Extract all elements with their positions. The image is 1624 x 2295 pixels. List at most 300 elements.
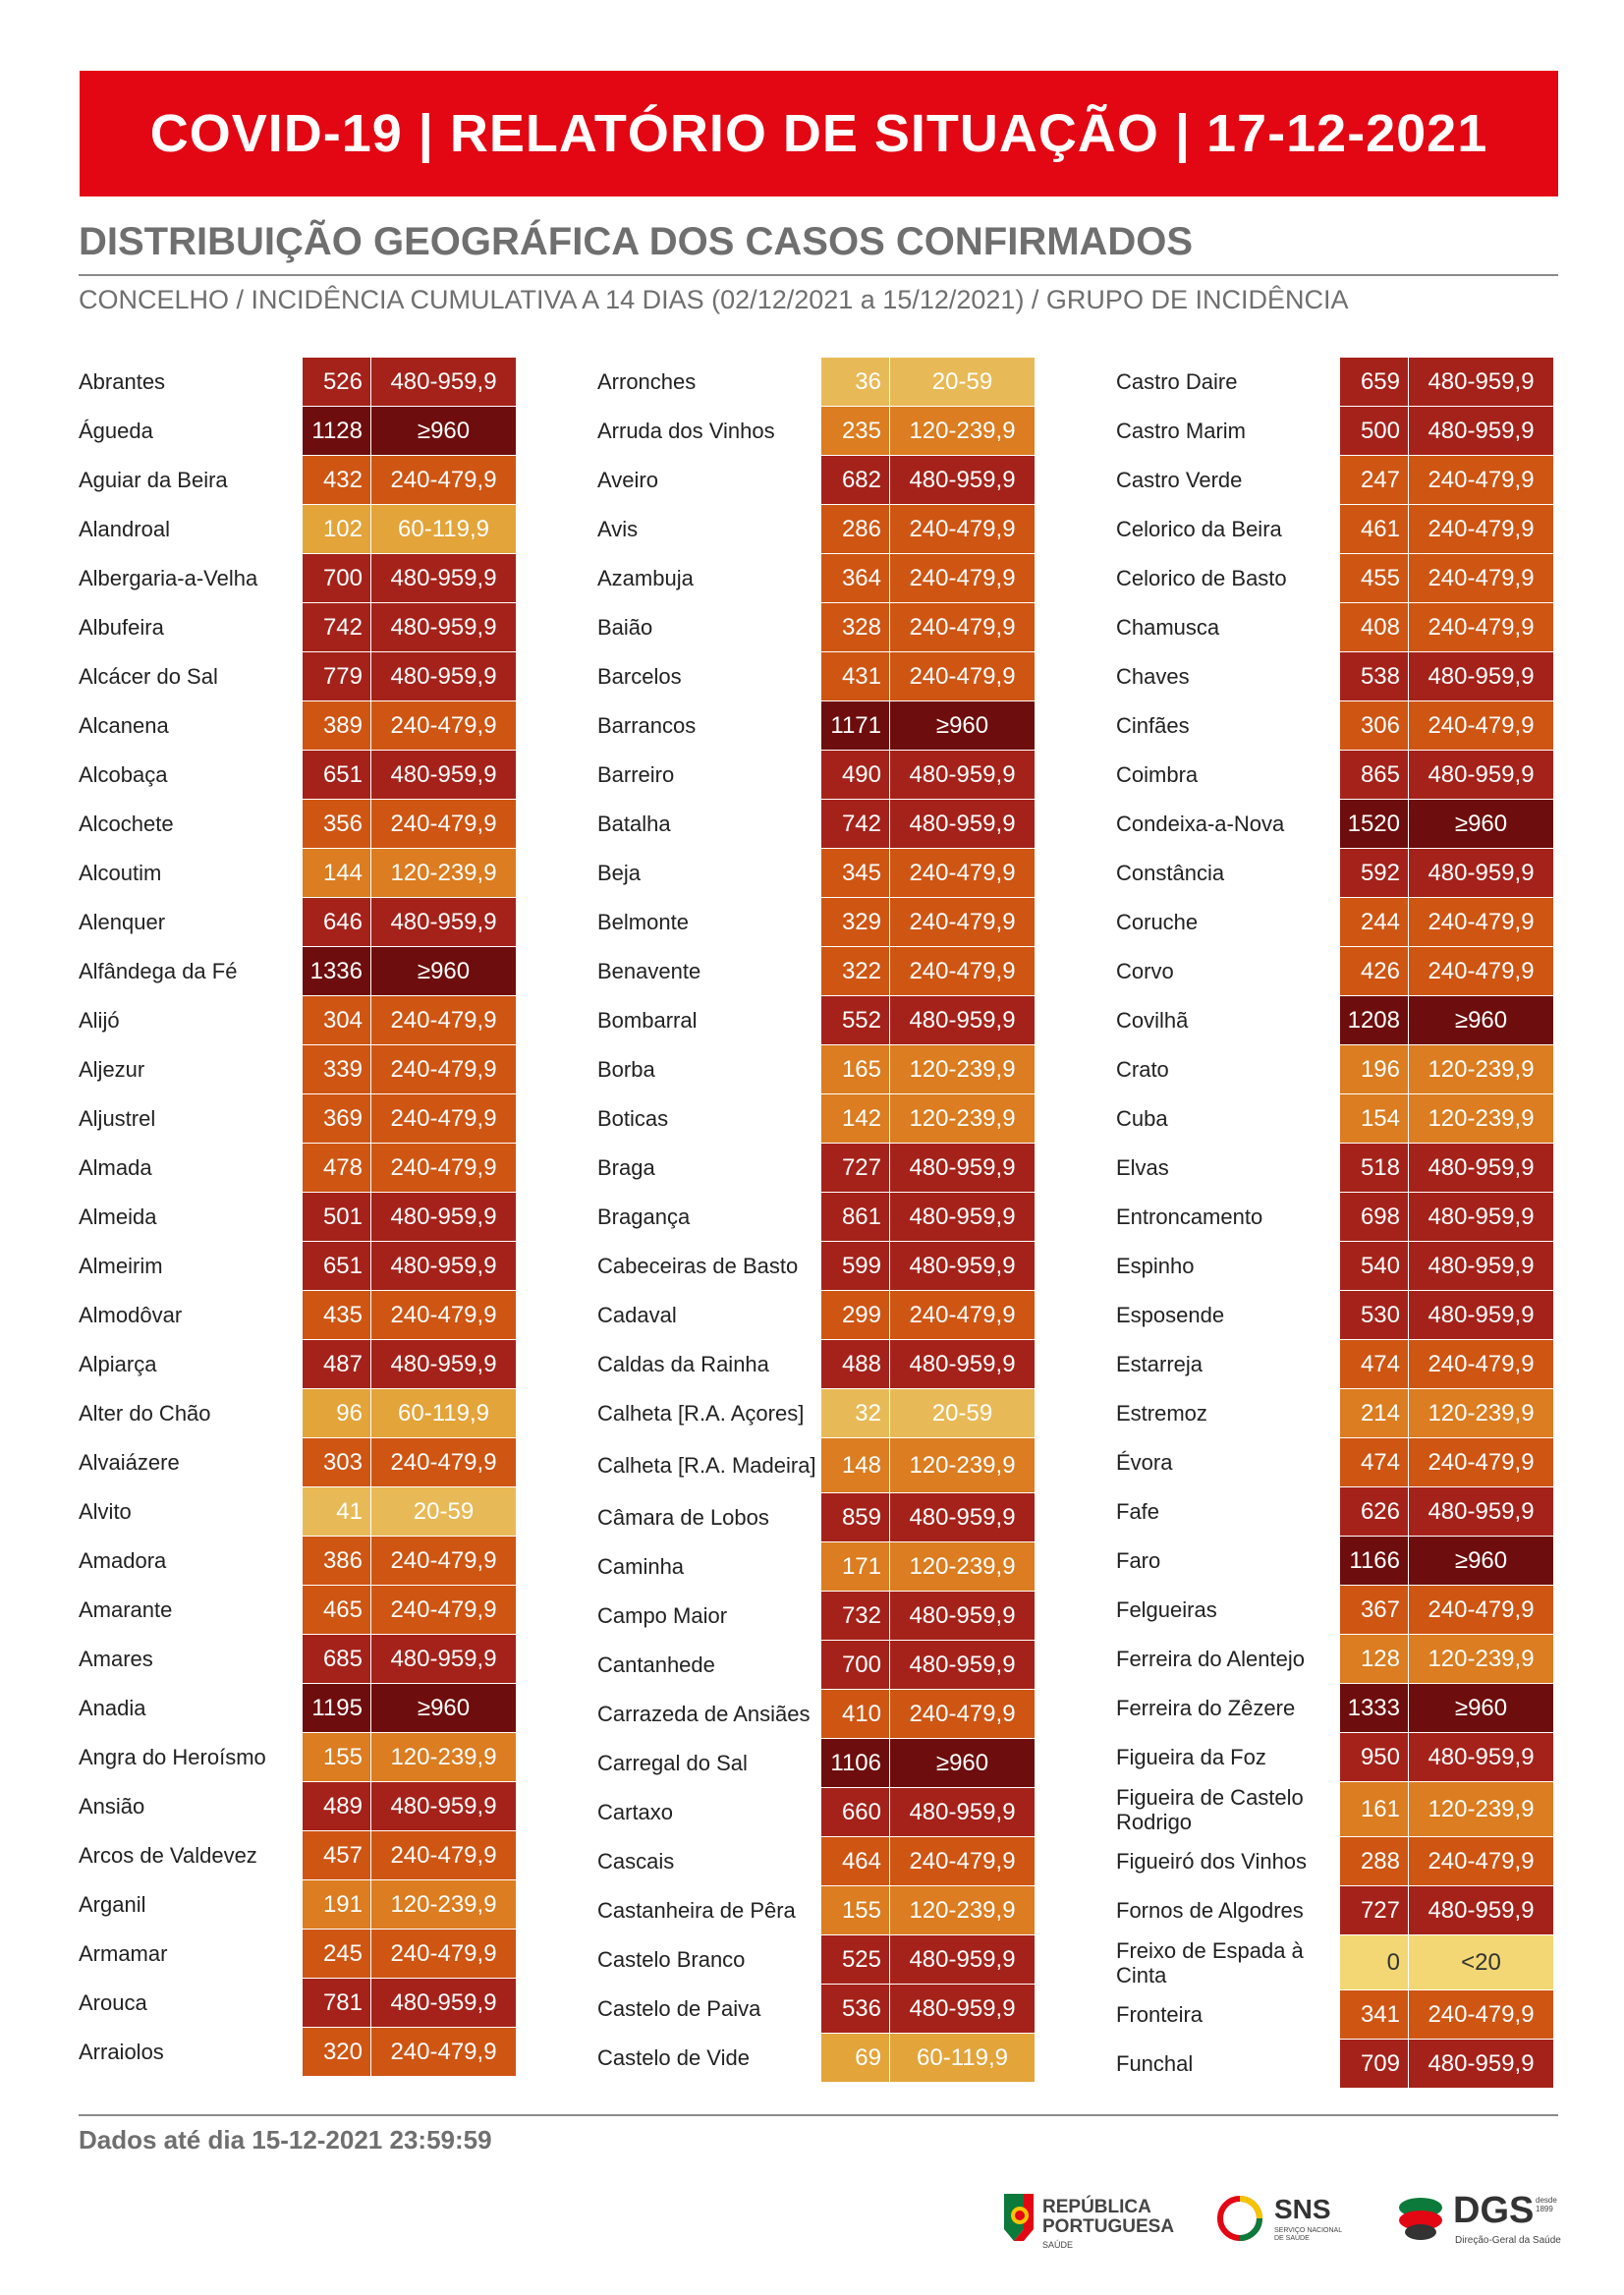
table-row	[79, 1979, 520, 2028]
table-row	[79, 358, 520, 407]
incidence-value: 599	[821, 1242, 889, 1291]
table-row	[597, 456, 1038, 505]
incidence-group: 480-959,9	[889, 1985, 1035, 2034]
municipality-name: Cabeceiras de Basto	[597, 1254, 799, 1279]
incidence-value: 682	[821, 456, 889, 505]
table-row	[1116, 1438, 1557, 1487]
republica-portuguesa-logo	[1000, 2190, 1037, 2247]
table-row	[597, 652, 1038, 701]
table-row	[597, 1542, 1038, 1592]
incidence-value: 1208	[1340, 996, 1408, 1045]
table-row	[79, 1094, 520, 1144]
incidence-value: 727	[1340, 1886, 1408, 1935]
incidence-value: 1520	[1340, 800, 1408, 849]
municipality-name: Batalha	[597, 812, 671, 837]
municipality-name: Alenquer	[79, 910, 166, 935]
municipality-name: Castelo de Vide	[597, 2045, 750, 2071]
incidence-value: 742	[303, 603, 370, 652]
table-row	[79, 1635, 520, 1684]
republica-portuguesa-subtext: SAÚDE	[1042, 2240, 1074, 2250]
table-row	[79, 1831, 520, 1880]
municipality-name: Águeda	[79, 419, 153, 444]
table-row	[1116, 1340, 1557, 1389]
incidence-value: 154	[1340, 1094, 1408, 1144]
municipality-name: Angra do Heroísmo	[79, 1745, 266, 1770]
municipality-name: Aveiro	[597, 468, 658, 493]
incidence-value: 36	[821, 358, 889, 407]
table-row	[1116, 751, 1557, 800]
report-title: COVID-19 | RELATÓRIO DE SITUAÇÃO | 17-12-2021	[149, 104, 1488, 163]
dgs-logo	[1395, 2194, 1446, 2243]
incidence-value: 196	[1340, 1045, 1408, 1094]
municipality-name: Abrantes	[79, 369, 166, 395]
incidence-value: 488	[821, 1340, 889, 1389]
table-row	[79, 505, 520, 554]
municipality-name: Cuba	[1116, 1106, 1168, 1132]
incidence-group: 120-239,9	[370, 1880, 516, 1930]
incidence-group: 240-479,9	[1408, 1837, 1553, 1886]
table-row	[79, 1782, 520, 1831]
incidence-value: 345	[821, 849, 889, 898]
table-row	[79, 849, 520, 898]
table-row	[597, 1144, 1038, 1193]
incidence-group: 480-959,9	[889, 1788, 1035, 1837]
table-row	[1116, 1837, 1557, 1886]
incidence-group: 60-119,9	[889, 2034, 1035, 2083]
table-row	[79, 701, 520, 751]
incidence-value: 490	[821, 751, 889, 800]
table-row	[1116, 1193, 1557, 1242]
table-row	[1116, 1684, 1557, 1733]
municipality-name: Campo Maior	[597, 1603, 728, 1629]
municipality-name: Braga	[597, 1155, 655, 1181]
municipality-name: Celorico de Basto	[1116, 566, 1287, 591]
incidence-value: 1128	[303, 407, 370, 456]
municipality-name: Arruda dos Vinhos	[597, 419, 775, 444]
table-row	[597, 1641, 1038, 1690]
table-row	[1116, 1242, 1557, 1291]
municipality-name: Fafe	[1116, 1499, 1160, 1525]
incidence-group: 240-479,9	[370, 1144, 516, 1193]
municipality-name: Chaves	[1116, 664, 1190, 690]
municipality-name: Cascais	[597, 1849, 675, 1875]
incidence-group: 240-479,9	[1408, 603, 1553, 652]
municipality-name: Cadaval	[597, 1303, 677, 1328]
municipality-name: Aguiar da Beira	[79, 468, 228, 493]
incidence-group: 480-959,9	[889, 1340, 1035, 1389]
incidence-value: 304	[303, 996, 370, 1045]
table-row	[597, 1690, 1038, 1739]
incidence-group: ≥960	[1408, 1537, 1553, 1586]
municipality-name: Arganil	[79, 1892, 146, 1918]
incidence-group: ≥960	[889, 701, 1035, 751]
incidence-group: 480-959,9	[1408, 358, 1553, 407]
municipality-name: Alpiarça	[79, 1352, 157, 1377]
incidence-group: 480-959,9	[889, 1193, 1035, 1242]
title-divider	[79, 274, 1558, 276]
incidence-group: 240-479,9	[370, 1831, 516, 1880]
incidence-value: 859	[821, 1493, 889, 1542]
table-row	[79, 1242, 520, 1291]
incidence-value: 41	[303, 1487, 370, 1537]
dgs-text: DGS	[1453, 2190, 1535, 2231]
incidence-value: 651	[303, 751, 370, 800]
incidence-value: 320	[303, 2028, 370, 2077]
table-row	[1116, 701, 1557, 751]
incidence-value: 742	[821, 800, 889, 849]
incidence-value: 386	[303, 1537, 370, 1586]
incidence-group: 60-119,9	[370, 1389, 516, 1438]
municipality-name: Ferreira do Alentejo	[1116, 1647, 1305, 1672]
table-row	[1116, 603, 1557, 652]
municipality-name: Amadora	[79, 1548, 167, 1574]
municipality-name: Condeixa-a-Nova	[1116, 812, 1285, 837]
incidence-value: 950	[1340, 1733, 1408, 1782]
incidence-group: 480-959,9	[370, 603, 516, 652]
table-row	[79, 1438, 520, 1487]
table-row	[1116, 800, 1557, 849]
table-row	[597, 1193, 1038, 1242]
municipality-name: Arcos de Valdevez	[79, 1843, 257, 1869]
municipality-name: Funchal	[1116, 2051, 1194, 2077]
incidence-value: 432	[303, 456, 370, 505]
table-row	[1116, 1935, 1557, 1990]
incidence-value: 1336	[303, 947, 370, 996]
municipality-name: Alcobaça	[79, 762, 168, 788]
table-row	[597, 1438, 1038, 1493]
incidence-value: 552	[821, 996, 889, 1045]
table-row	[1116, 1782, 1557, 1837]
table-row	[1116, 1094, 1557, 1144]
municipality-name: Alcochete	[79, 812, 174, 837]
incidence-value: 322	[821, 947, 889, 996]
incidence-value: 1166	[1340, 1537, 1408, 1586]
incidence-group: 240-479,9	[889, 1837, 1035, 1886]
municipality-name: Almeirim	[79, 1254, 163, 1279]
incidence-group: 480-959,9	[370, 1635, 516, 1684]
dgs-since: desde 1899	[1536, 2196, 1557, 2213]
municipality-name: Amares	[79, 1647, 153, 1672]
table-row	[79, 1389, 520, 1438]
table-row	[79, 407, 520, 456]
municipality-name: Azambuja	[597, 566, 694, 591]
incidence-group: 480-959,9	[889, 1641, 1035, 1690]
incidence-group: 240-479,9	[1408, 554, 1553, 603]
municipality-column-1	[79, 358, 520, 2077]
incidence-group: 240-479,9	[889, 849, 1035, 898]
incidence-value: 1333	[1340, 1684, 1408, 1733]
municipality-name: Calheta [R.A. Madeira]	[597, 1453, 816, 1479]
incidence-value: 367	[1340, 1586, 1408, 1635]
incidence-group: 240-479,9	[370, 2028, 516, 2077]
incidence-group: 240-479,9	[889, 1291, 1035, 1340]
municipality-name: Almada	[79, 1155, 152, 1181]
incidence-group: 480-959,9	[889, 996, 1035, 1045]
municipality-name: Arraiolos	[79, 2040, 164, 2065]
municipality-name: Figueira de Castelo Rodrigo	[1116, 1784, 1304, 1834]
incidence-value: 1106	[821, 1739, 889, 1788]
municipality-name: Crato	[1116, 1057, 1169, 1083]
table-row	[597, 1739, 1038, 1788]
incidence-value: 538	[1340, 652, 1408, 701]
table-row	[597, 1389, 1038, 1438]
incidence-group: 480-959,9	[370, 898, 516, 947]
incidence-group: 480-959,9	[370, 1340, 516, 1389]
incidence-value: 455	[1340, 554, 1408, 603]
table-row	[597, 898, 1038, 947]
incidence-value: 659	[1340, 358, 1408, 407]
municipality-name: Belmonte	[597, 910, 689, 935]
incidence-group: 480-959,9	[889, 800, 1035, 849]
table-row	[1116, 1045, 1557, 1094]
municipality-name: Alijó	[79, 1008, 120, 1034]
incidence-value: 32	[821, 1389, 889, 1438]
incidence-group: 480-959,9	[889, 1242, 1035, 1291]
incidence-group: 240-479,9	[370, 1586, 516, 1635]
municipality-name: Coruche	[1116, 910, 1199, 935]
municipality-name: Fronteira	[1116, 2002, 1204, 2028]
table-row	[1116, 1291, 1557, 1340]
municipality-name: Carrazeda de Ansiães	[597, 1702, 811, 1727]
sns-logo	[1215, 2194, 1264, 2243]
incidence-value: 286	[821, 505, 889, 554]
incidence-group: 120-239,9	[889, 1542, 1035, 1592]
table-row	[1116, 1537, 1557, 1586]
municipality-name: Estremoz	[1116, 1401, 1207, 1427]
section-subtitle: CONCELHO / INCIDÊNCIA CUMULATIVA A 14 DIAS (02/12/2021 a 15/12/2021) / GRUPO DE INCIDÊNCIA	[79, 285, 1349, 314]
incidence-group: 240-479,9	[1408, 1586, 1553, 1635]
table-row	[597, 849, 1038, 898]
incidence-value: 626	[1340, 1487, 1408, 1537]
incidence-value: 709	[1340, 2040, 1408, 2089]
incidence-value: 732	[821, 1592, 889, 1641]
table-row	[79, 652, 520, 701]
incidence-group: 480-959,9	[1408, 1242, 1553, 1291]
table-row	[1116, 1733, 1557, 1782]
municipality-name: Celorico da Beira	[1116, 517, 1282, 542]
municipality-name: Freixo de Espada à Cinta	[1116, 1937, 1304, 1987]
incidence-group: 20-59	[370, 1487, 516, 1537]
incidence-group: 480-959,9	[889, 1935, 1035, 1985]
incidence-value: 389	[303, 701, 370, 751]
table-row	[79, 1930, 520, 1979]
municipality-name: Elvas	[1116, 1155, 1169, 1181]
incidence-value: 364	[821, 554, 889, 603]
table-row	[1116, 652, 1557, 701]
incidence-value: 698	[1340, 1193, 1408, 1242]
incidence-group: 240-479,9	[1408, 456, 1553, 505]
municipality-name: Barcelos	[597, 664, 682, 690]
incidence-value: 356	[303, 800, 370, 849]
incidence-group: 480-959,9	[370, 652, 516, 701]
municipality-name: Espinho	[1116, 1254, 1195, 1279]
table-row	[79, 1537, 520, 1586]
table-row	[79, 1733, 520, 1782]
incidence-value: 408	[1340, 603, 1408, 652]
incidence-group: 120-239,9	[889, 407, 1035, 456]
report-title-banner	[80, 71, 1558, 196]
table-row	[79, 1684, 520, 1733]
table-row	[597, 1242, 1038, 1291]
table-row	[1116, 849, 1557, 898]
incidence-value: 144	[303, 849, 370, 898]
incidence-value: 303	[303, 1438, 370, 1487]
incidence-group: 120-239,9	[1408, 1635, 1553, 1684]
incidence-value: 329	[821, 898, 889, 947]
incidence-group: 240-479,9	[370, 1045, 516, 1094]
municipality-name: Entroncamento	[1116, 1204, 1263, 1230]
incidence-group: 240-479,9	[370, 1930, 516, 1979]
table-row	[597, 1985, 1038, 2034]
municipality-name: Alcoutim	[79, 861, 162, 886]
municipality-name: Caldas da Rainha	[597, 1352, 769, 1377]
table-row	[79, 1045, 520, 1094]
municipality-name: Boticas	[597, 1106, 669, 1132]
municipality-name: Benavente	[597, 959, 701, 984]
municipality-name: Cartaxo	[597, 1800, 674, 1825]
incidence-group: 240-479,9	[889, 603, 1035, 652]
municipality-name: Esposende	[1116, 1303, 1225, 1328]
table-row	[1116, 1886, 1557, 1935]
municipality-name: Armamar	[79, 1941, 168, 1967]
incidence-value: 474	[1340, 1340, 1408, 1389]
municipality-name: Ferreira do Zêzere	[1116, 1696, 1296, 1721]
municipality-name: Alcácer do Sal	[79, 664, 218, 690]
incidence-value: 244	[1340, 898, 1408, 947]
incidence-group: 240-479,9	[889, 554, 1035, 603]
incidence-value: 865	[1340, 751, 1408, 800]
incidence-group: 240-479,9	[370, 456, 516, 505]
incidence-value: 102	[303, 505, 370, 554]
incidence-value: 161	[1340, 1782, 1408, 1837]
municipality-name: Alandroal	[79, 517, 170, 542]
incidence-value: 727	[821, 1144, 889, 1193]
table-row	[1116, 554, 1557, 603]
incidence-group: 120-239,9	[889, 1045, 1035, 1094]
incidence-group: 120-239,9	[1408, 1094, 1553, 1144]
municipality-name: Caminha	[597, 1554, 685, 1580]
incidence-value: 525	[821, 1935, 889, 1985]
incidence-value: 461	[1340, 505, 1408, 554]
incidence-value: 341	[1340, 1990, 1408, 2040]
incidence-value: 245	[303, 1930, 370, 1979]
incidence-value: 155	[303, 1733, 370, 1782]
table-row	[597, 1935, 1038, 1985]
incidence-value: 779	[303, 652, 370, 701]
incidence-group: 240-479,9	[370, 1291, 516, 1340]
incidence-group: 480-959,9	[889, 1493, 1035, 1542]
incidence-group: 480-959,9	[370, 1979, 516, 2028]
incidence-value: 457	[303, 1831, 370, 1880]
municipality-name: Alvito	[79, 1499, 132, 1525]
table-row	[597, 1886, 1038, 1935]
table-row	[79, 1487, 520, 1537]
municipality-name: Aljustrel	[79, 1106, 156, 1132]
incidence-value: 861	[821, 1193, 889, 1242]
incidence-group: 480-959,9	[1408, 1144, 1553, 1193]
incidence-value: 646	[303, 898, 370, 947]
republica-portuguesa-text: REPÚBLICA PORTUGUESA	[1042, 2197, 1175, 2237]
table-row	[597, 1592, 1038, 1641]
incidence-group: 240-479,9	[1408, 1990, 1553, 2040]
incidence-value: 191	[303, 1880, 370, 1930]
incidence-group: 240-479,9	[1408, 898, 1553, 947]
incidence-group: 120-239,9	[889, 1094, 1035, 1144]
table-row	[597, 800, 1038, 849]
municipality-column-3	[1116, 358, 1557, 2089]
table-row	[79, 947, 520, 996]
incidence-group: 240-479,9	[889, 1690, 1035, 1739]
incidence-value: 306	[1340, 701, 1408, 751]
incidence-group: ≥960	[370, 1684, 516, 1733]
municipality-name: Constância	[1116, 861, 1225, 886]
table-row	[597, 1493, 1038, 1542]
table-row	[597, 1094, 1038, 1144]
incidence-value: 1195	[303, 1684, 370, 1733]
table-row	[79, 1193, 520, 1242]
table-row	[1116, 1990, 1557, 2040]
table-row	[79, 1586, 520, 1635]
municipality-name: Felgueiras	[1116, 1597, 1217, 1623]
incidence-group: 480-959,9	[889, 1592, 1035, 1641]
table-row	[1116, 947, 1557, 996]
incidence-group: 480-959,9	[370, 554, 516, 603]
logo-strip	[997, 2186, 1587, 2255]
table-row	[1116, 1487, 1557, 1537]
incidence-value: 165	[821, 1045, 889, 1094]
municipality-name: Calheta [R.A. Açores]	[597, 1401, 805, 1427]
incidence-value: 592	[1340, 849, 1408, 898]
table-row	[597, 1291, 1038, 1340]
incidence-value: 501	[303, 1193, 370, 1242]
municipality-name: Castelo de Paiva	[597, 1996, 761, 2022]
incidence-group: 20-59	[889, 1389, 1035, 1438]
incidence-group: 480-959,9	[1408, 2040, 1553, 2089]
municipality-column-2	[597, 358, 1038, 2083]
table-row	[1116, 1586, 1557, 1635]
incidence-group: 480-959,9	[370, 751, 516, 800]
municipality-name: Arouca	[79, 1990, 147, 2016]
incidence-value: 530	[1340, 1291, 1408, 1340]
municipality-name: Amarante	[79, 1597, 173, 1623]
incidence-group: 240-479,9	[1408, 1438, 1553, 1487]
municipality-name: Covilhã	[1116, 1008, 1189, 1034]
incidence-group: 480-959,9	[1408, 1291, 1553, 1340]
incidence-value: 128	[1340, 1635, 1408, 1684]
incidence-value: 171	[821, 1542, 889, 1592]
table-row	[597, 947, 1038, 996]
incidence-value: 660	[821, 1788, 889, 1837]
incidence-group: 480-959,9	[1408, 1487, 1553, 1537]
incidence-group: 480-959,9	[889, 456, 1035, 505]
table-row	[1116, 996, 1557, 1045]
municipality-name: Castelo Branco	[597, 1947, 746, 1973]
municipality-name: Castro Marim	[1116, 419, 1247, 444]
municipality-name: Albergaria-a-Velha	[79, 566, 258, 591]
municipality-name: Estarreja	[1116, 1352, 1204, 1377]
incidence-group: 240-479,9	[1408, 1340, 1553, 1389]
municipality-name: Bragança	[597, 1204, 691, 1230]
table-row	[597, 996, 1038, 1045]
incidence-value: 247	[1340, 456, 1408, 505]
municipality-name: Figueira da Foz	[1116, 1745, 1266, 1770]
municipality-name: Almeida	[79, 1204, 157, 1230]
incidence-value: 96	[303, 1389, 370, 1438]
municipality-name: Alvaiázere	[79, 1450, 180, 1476]
incidence-group: 480-959,9	[1408, 1733, 1553, 1782]
incidence-value: 536	[821, 1985, 889, 2034]
incidence-group: 480-959,9	[1408, 652, 1553, 701]
